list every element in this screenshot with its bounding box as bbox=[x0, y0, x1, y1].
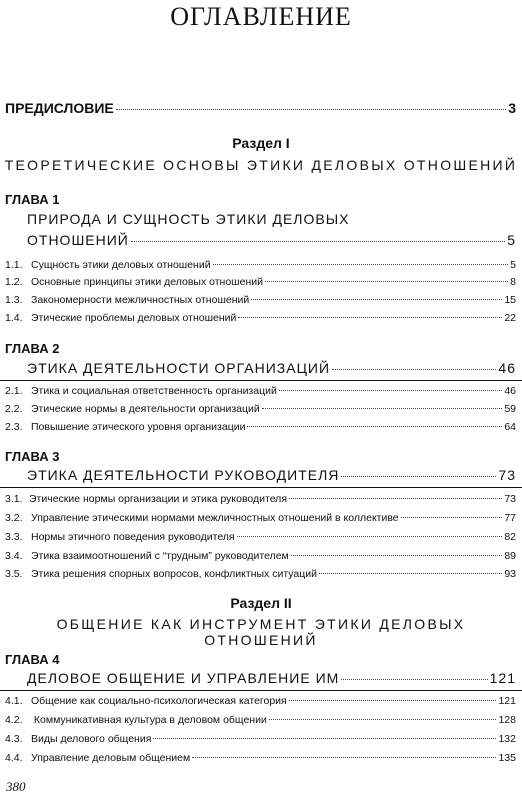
item-text: Этика решения спорных вопросов, конфликтных ситуаций bbox=[31, 568, 317, 580]
preface-page: 3 bbox=[508, 100, 516, 116]
leader-dots bbox=[291, 555, 503, 556]
chapter-label: ГЛАВА 2 bbox=[5, 341, 60, 356]
item-number: 4.4. bbox=[5, 752, 23, 764]
item-page: 22 bbox=[504, 312, 516, 324]
section-number: Раздел I bbox=[232, 135, 290, 151]
toc-item bbox=[5, 493, 516, 505]
leader-dots bbox=[153, 738, 496, 739]
leader-dots bbox=[341, 679, 487, 680]
item-page: 59 bbox=[504, 403, 516, 415]
item-page: 15 bbox=[504, 294, 516, 306]
leader-dots bbox=[247, 426, 502, 427]
item-page: 132 bbox=[498, 733, 516, 745]
chapter-page: 46 bbox=[498, 360, 516, 376]
page-title: ОГЛАВЛЕНИЕ bbox=[170, 2, 352, 31]
chapter-title-line bbox=[27, 670, 516, 686]
item-number: 2.1. bbox=[5, 385, 23, 397]
leader-dots bbox=[401, 517, 503, 518]
item-text: Управление деловым общением bbox=[31, 752, 191, 764]
leader-dots bbox=[131, 241, 505, 242]
chapter-title-line bbox=[27, 232, 516, 248]
item-text: Нормы этичного поведения руководителя bbox=[31, 531, 235, 543]
toc-item bbox=[5, 714, 516, 726]
chapter-title-line bbox=[27, 211, 349, 227]
leader-dots bbox=[262, 408, 503, 409]
leader-dots bbox=[251, 299, 502, 300]
item-number: 4.2. bbox=[5, 714, 23, 726]
item-number: 4.1. bbox=[5, 695, 23, 707]
leader-dots bbox=[238, 317, 502, 318]
leader-dots bbox=[289, 498, 502, 499]
chapter-label: ГЛАВА 4 bbox=[5, 652, 60, 667]
section-number: Раздел II bbox=[230, 595, 292, 611]
chapter-label: ГЛАВА 3 bbox=[5, 449, 60, 464]
item-text: Этика взаимоотношений с “трудным” руководителем bbox=[31, 550, 289, 562]
item-number: 2.2. bbox=[5, 403, 23, 415]
item-page: 64 bbox=[504, 421, 516, 433]
item-text: Закономерности межличностных отношений bbox=[31, 294, 250, 306]
chapter-title-text: ДЕЛОВОЕ ОБЩЕНИЕ И УПРАВЛЕНИЕ ИМ bbox=[27, 670, 340, 686]
toc-item bbox=[5, 568, 516, 580]
chapter-title-line bbox=[27, 360, 516, 376]
item-text: Этические проблемы деловых отношений bbox=[31, 312, 237, 324]
toc-item bbox=[5, 531, 516, 543]
leader-dots bbox=[332, 369, 496, 370]
divider bbox=[0, 690, 522, 691]
leader-dots bbox=[116, 109, 506, 110]
item-number: 3.2. bbox=[5, 512, 23, 524]
chapter-page: 5 bbox=[507, 232, 516, 248]
item-text: Управление этическими нормами межличностных отношений в коллективе bbox=[31, 512, 399, 524]
item-number: 3.5. bbox=[5, 568, 23, 580]
leader-dots bbox=[289, 700, 497, 701]
toc-item bbox=[5, 421, 516, 433]
chapter-label: ГЛАВА 1 bbox=[5, 192, 60, 207]
leader-dots bbox=[319, 573, 502, 574]
chapter-title-text: ЭТИКА ДЕЯТЕЛЬНОСТИ ОРГАНИЗАЦИЙ bbox=[27, 360, 331, 376]
item-text: Этические нормы организации и этика руководителя bbox=[29, 493, 287, 505]
toc-item bbox=[5, 312, 516, 324]
chapter-title-text: ПРИРОДА И СУЩНОСТЬ ЭТИКИ ДЕЛОВЫХ bbox=[27, 211, 350, 227]
item-page: 77 bbox=[504, 512, 516, 524]
chapter-title-text: ЭТИКА ДЕЯТЕЛЬНОСТИ РУКОВОДИТЕЛЯ bbox=[27, 467, 340, 483]
item-text: Этические нормы в деятельности организаций bbox=[31, 403, 260, 415]
toc-item bbox=[5, 403, 516, 415]
item-number: 3.1. bbox=[5, 493, 23, 505]
item-page: 135 bbox=[498, 752, 516, 764]
leader-dots bbox=[213, 264, 509, 265]
item-number: 1.4. bbox=[5, 312, 23, 324]
leader-dots bbox=[192, 757, 496, 758]
section-title: ОБЩЕНИЕ КАК ИНСТРУМЕНТ ЭТИКИ ДЕЛОВЫХ ОТНОШЕНИЙ bbox=[56, 616, 466, 648]
chapter-page: 121 bbox=[489, 670, 516, 686]
item-number: 2.3. bbox=[5, 421, 23, 433]
chapter-title-text: ОТНОШЕНИЙ bbox=[27, 232, 129, 248]
item-page: 5 bbox=[510, 259, 516, 271]
leader-dots bbox=[269, 719, 497, 720]
page-number: 380 bbox=[6, 779, 26, 794]
leader-dots bbox=[265, 281, 508, 282]
item-text: Повышение этического уровня организации bbox=[31, 421, 246, 433]
toc-item bbox=[5, 385, 516, 397]
item-page: 82 bbox=[504, 531, 516, 543]
leader-dots bbox=[279, 390, 502, 391]
toc-item bbox=[5, 695, 516, 707]
item-page: 121 bbox=[498, 695, 516, 707]
item-page: 73 bbox=[504, 493, 516, 505]
toc-item bbox=[5, 733, 516, 745]
item-number: 4.3. bbox=[5, 733, 23, 745]
divider bbox=[0, 380, 522, 381]
item-page: 128 bbox=[498, 714, 516, 726]
preface-label: ПРЕДИСЛОВИЕ bbox=[5, 100, 114, 116]
item-text: Основные принципы этики деловых отношений bbox=[31, 276, 263, 288]
item-text: Общение как социально-психологическая категория bbox=[31, 695, 287, 707]
item-page: 46 bbox=[504, 385, 516, 397]
section-title: ТЕОРЕТИЧЕСКИЕ ОСНОВЫ ЭТИКИ ДЕЛОВЫХ ОТНОШЕНИЙ bbox=[4, 157, 518, 173]
toc-preface bbox=[5, 100, 516, 116]
item-page: 93 bbox=[504, 568, 516, 580]
item-text: Этика и социальная ответственность организаций bbox=[31, 385, 277, 397]
item-text: Виды делового общения bbox=[31, 733, 152, 745]
toc-item bbox=[5, 276, 516, 288]
divider bbox=[0, 487, 522, 488]
toc-item bbox=[5, 752, 516, 764]
chapter-page: 73 bbox=[498, 467, 516, 483]
leader-dots bbox=[341, 476, 496, 477]
toc-item bbox=[5, 550, 516, 562]
toc-item bbox=[5, 259, 516, 271]
toc-item bbox=[5, 294, 516, 306]
item-text: Коммуникативная культура в деловом общении bbox=[31, 714, 267, 726]
toc-item bbox=[5, 512, 516, 524]
item-page: 8 bbox=[510, 276, 516, 288]
chapter-title-line bbox=[27, 467, 516, 483]
item-number: 1.3. bbox=[5, 294, 23, 306]
item-number: 1.2. bbox=[5, 276, 23, 288]
item-number: 3.3. bbox=[5, 531, 23, 543]
leader-dots bbox=[237, 536, 503, 537]
item-page: 89 bbox=[504, 550, 516, 562]
item-text: Сущность этики деловых отношений bbox=[31, 259, 211, 271]
item-number: 1.1. bbox=[5, 259, 23, 271]
item-number: 3.4. bbox=[5, 550, 23, 562]
